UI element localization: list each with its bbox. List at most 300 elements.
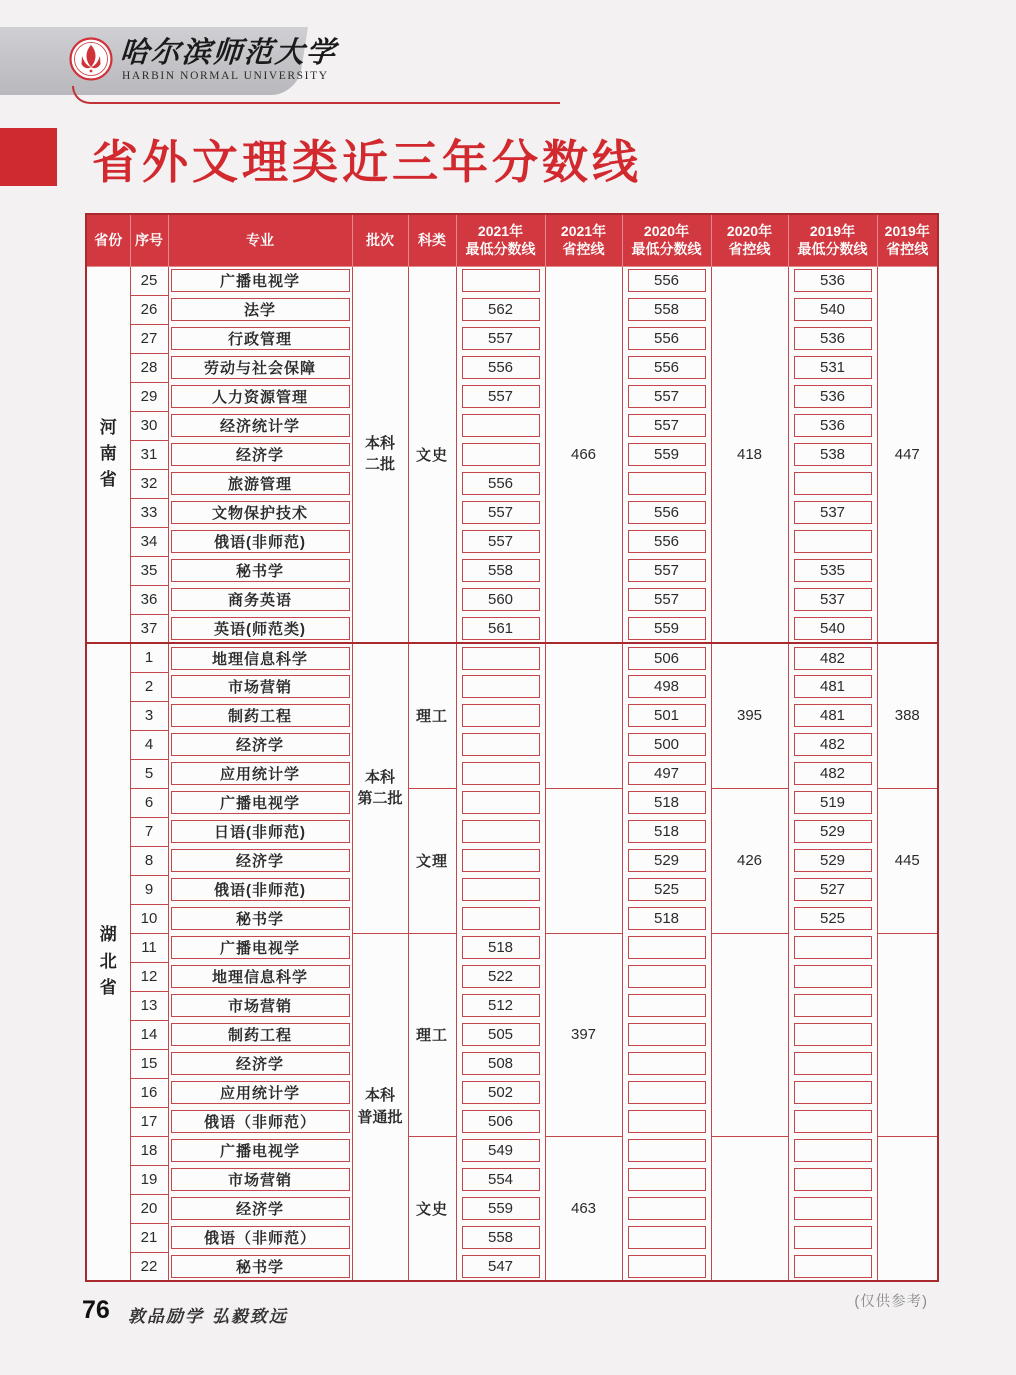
score-2021-min bbox=[456, 643, 545, 672]
score-2019-min bbox=[788, 266, 877, 295]
major-name-box: 旅游管理 bbox=[171, 472, 350, 495]
major-name bbox=[168, 672, 352, 701]
table-row bbox=[86, 324, 938, 353]
score-2020-min bbox=[622, 440, 711, 469]
score-2019-min bbox=[788, 759, 877, 788]
score-2019-min bbox=[788, 701, 877, 730]
score-2020-min-box: 556 bbox=[628, 269, 706, 292]
major-name-box: 市场营销 bbox=[171, 675, 350, 698]
score-2019-min-box bbox=[794, 1139, 872, 1162]
score-2021-min bbox=[456, 1136, 545, 1165]
control-line-2020: 426 bbox=[711, 788, 788, 933]
major-name bbox=[168, 1107, 352, 1136]
score-2021-min bbox=[456, 1107, 545, 1136]
score-2019-min-box: 481 bbox=[794, 704, 872, 727]
score-2019-min bbox=[788, 469, 877, 498]
score-2019-min bbox=[788, 1078, 877, 1107]
score-2020-min-box: 500 bbox=[628, 733, 706, 756]
row-index: 29 bbox=[130, 382, 168, 411]
major-name-box: 地理信息科学 bbox=[171, 965, 350, 988]
table-row bbox=[86, 991, 938, 1020]
major-name-box: 英语(师范类) bbox=[171, 617, 350, 640]
score-2021-min-box bbox=[462, 762, 540, 785]
university-name-en: HARBIN NORMAL UNIVERSITY bbox=[122, 70, 329, 82]
control-line-2019 bbox=[877, 1136, 938, 1281]
table-row bbox=[86, 904, 938, 933]
row-index: 32 bbox=[130, 469, 168, 498]
table-row bbox=[86, 875, 938, 904]
page-number: 76 bbox=[82, 1296, 110, 1324]
col-header-2021-min: 2021年 最低分数线 bbox=[456, 214, 545, 266]
score-2021-min bbox=[456, 1194, 545, 1223]
control-line-2020 bbox=[711, 933, 788, 1136]
major-name-box: 市场营销 bbox=[171, 1168, 350, 1191]
score-2021-min-box bbox=[462, 878, 540, 901]
score-2019-min-box: 529 bbox=[794, 849, 872, 872]
major-name bbox=[168, 1223, 352, 1252]
major-name bbox=[168, 469, 352, 498]
major-name-box: 秘书学 bbox=[171, 559, 350, 582]
score-2020-min bbox=[622, 1252, 711, 1281]
score-2021-min bbox=[456, 991, 545, 1020]
major-name-box: 人力资源管理 bbox=[171, 385, 350, 408]
score-2021-min bbox=[456, 411, 545, 440]
score-2021-min-box: 506 bbox=[462, 1110, 540, 1133]
score-2019-min bbox=[788, 1223, 877, 1252]
score-2021-min-box: 505 bbox=[462, 1023, 540, 1046]
category-label: 文史 bbox=[408, 266, 456, 643]
major-name bbox=[168, 846, 352, 875]
score-2020-min-box bbox=[628, 1139, 706, 1162]
control-line-2020: 395 bbox=[711, 643, 788, 788]
score-2020-min-box bbox=[628, 1255, 706, 1278]
score-2021-min bbox=[456, 614, 545, 643]
major-name-box: 俄语（非师范） bbox=[171, 1110, 350, 1133]
score-table-body bbox=[86, 266, 938, 1281]
score-2019-min-box bbox=[794, 936, 872, 959]
score-2019-min-box: 537 bbox=[794, 588, 872, 611]
major-name bbox=[168, 1020, 352, 1049]
score-2021-min-box: 518 bbox=[462, 936, 540, 959]
col-header-major: 专业 bbox=[168, 214, 352, 266]
score-2021-min bbox=[456, 1078, 545, 1107]
major-name-box: 经济学 bbox=[171, 849, 350, 872]
score-2021-min bbox=[456, 788, 545, 817]
major-name-box: 俄语（非师范） bbox=[171, 1226, 350, 1249]
score-2019-min bbox=[788, 817, 877, 846]
col-header-category: 科类 bbox=[408, 214, 456, 266]
score-2020-min bbox=[622, 498, 711, 527]
score-2020-min bbox=[622, 933, 711, 962]
major-name-box: 经济学 bbox=[171, 1052, 350, 1075]
score-2021-min-box bbox=[462, 443, 540, 466]
control-line-2021: 397 bbox=[545, 933, 622, 1136]
score-2019-min-box: 482 bbox=[794, 647, 872, 670]
score-2020-min-box: 557 bbox=[628, 559, 706, 582]
score-2021-min-box: 562 bbox=[462, 298, 540, 321]
score-2020-min-box bbox=[628, 1226, 706, 1249]
score-2021-min bbox=[456, 1020, 545, 1049]
row-index: 14 bbox=[130, 1020, 168, 1049]
major-name bbox=[168, 759, 352, 788]
row-index: 33 bbox=[130, 498, 168, 527]
col-header-2020-min: 2020年 最低分数线 bbox=[622, 214, 711, 266]
university-logo-icon bbox=[68, 36, 114, 82]
score-2020-min bbox=[622, 904, 711, 933]
score-2019-min bbox=[788, 1020, 877, 1049]
category-label: 理工 bbox=[408, 643, 456, 788]
score-2020-min-box: 501 bbox=[628, 704, 706, 727]
major-name-box: 文物保护技术 bbox=[171, 501, 350, 524]
reference-note: (仅供参考) bbox=[854, 1294, 928, 1310]
score-2021-min-box: 554 bbox=[462, 1168, 540, 1191]
score-2020-min bbox=[622, 469, 711, 498]
score-2020-min bbox=[622, 991, 711, 1020]
score-2020-min bbox=[622, 382, 711, 411]
major-name bbox=[168, 353, 352, 382]
major-name bbox=[168, 382, 352, 411]
major-name-box: 劳动与社会保障 bbox=[171, 356, 350, 379]
score-2019-min bbox=[788, 295, 877, 324]
score-2021-min-box: 561 bbox=[462, 617, 540, 640]
table-row bbox=[86, 1194, 938, 1223]
row-index: 21 bbox=[130, 1223, 168, 1252]
major-name bbox=[168, 527, 352, 556]
major-name bbox=[168, 1194, 352, 1223]
score-2021-min-box bbox=[462, 704, 540, 727]
score-2021-min bbox=[456, 962, 545, 991]
score-2019-min-box: 536 bbox=[794, 385, 872, 408]
major-name bbox=[168, 730, 352, 759]
major-name bbox=[168, 643, 352, 672]
row-index: 4 bbox=[130, 730, 168, 759]
score-2019-min-box: 519 bbox=[794, 791, 872, 814]
score-2019-min bbox=[788, 788, 877, 817]
table-row bbox=[86, 353, 938, 382]
score-2021-min bbox=[456, 498, 545, 527]
col-header-batch: 批次 bbox=[352, 214, 408, 266]
major-name bbox=[168, 1078, 352, 1107]
row-index: 1 bbox=[130, 643, 168, 672]
table-row bbox=[86, 962, 938, 991]
major-name-box: 制药工程 bbox=[171, 1023, 350, 1046]
control-line-2020 bbox=[711, 1136, 788, 1281]
score-2019-min-box: 540 bbox=[794, 617, 872, 640]
page-title: 省外文理类近三年分数线 bbox=[92, 136, 642, 188]
row-index: 25 bbox=[130, 266, 168, 295]
score-2021-min bbox=[456, 324, 545, 353]
score-2021-min bbox=[456, 1049, 545, 1078]
score-2020-min-box: 559 bbox=[628, 443, 706, 466]
score-2021-min bbox=[456, 1252, 545, 1281]
major-name-box: 广播电视学 bbox=[171, 1139, 350, 1162]
row-index: 3 bbox=[130, 701, 168, 730]
table-row bbox=[86, 469, 938, 498]
score-2020-min bbox=[622, 1223, 711, 1252]
score-2019-min bbox=[788, 382, 877, 411]
score-2020-min-box bbox=[628, 1110, 706, 1133]
major-name bbox=[168, 933, 352, 962]
score-2019-min bbox=[788, 440, 877, 469]
row-index: 37 bbox=[130, 614, 168, 643]
major-name-box: 市场营销 bbox=[171, 994, 350, 1017]
score-2020-min bbox=[622, 585, 711, 614]
score-2020-min bbox=[622, 1049, 711, 1078]
major-name-box: 广播电视学 bbox=[171, 791, 350, 814]
score-2021-min bbox=[456, 933, 545, 962]
score-2019-min-box bbox=[794, 994, 872, 1017]
table-row bbox=[86, 585, 938, 614]
table-row bbox=[86, 1252, 938, 1281]
score-2019-min bbox=[788, 643, 877, 672]
score-2019-min bbox=[788, 730, 877, 759]
score-2019-min bbox=[788, 614, 877, 643]
score-2020-min bbox=[622, 1136, 711, 1165]
score-2021-min-box bbox=[462, 414, 540, 437]
score-2020-min bbox=[622, 324, 711, 353]
score-2019-min-box: 538 bbox=[794, 443, 872, 466]
major-name bbox=[168, 266, 352, 295]
major-name-box: 经济统计学 bbox=[171, 414, 350, 437]
score-2019-min bbox=[788, 1049, 877, 1078]
row-index: 18 bbox=[130, 1136, 168, 1165]
score-2019-min bbox=[788, 1252, 877, 1281]
major-name bbox=[168, 1049, 352, 1078]
score-2020-min-box bbox=[628, 936, 706, 959]
score-2020-min bbox=[622, 1020, 711, 1049]
score-2020-min bbox=[622, 614, 711, 643]
score-2021-min bbox=[456, 672, 545, 701]
control-line-2021 bbox=[545, 788, 622, 933]
major-name bbox=[168, 295, 352, 324]
major-name bbox=[168, 585, 352, 614]
major-name-box: 应用统计学 bbox=[171, 762, 350, 785]
table-row bbox=[86, 788, 938, 817]
category-label: 文理 bbox=[408, 788, 456, 933]
major-name-box: 秘书学 bbox=[171, 907, 350, 930]
row-index: 6 bbox=[130, 788, 168, 817]
score-2020-min-box: 558 bbox=[628, 298, 706, 321]
control-line-2020: 418 bbox=[711, 266, 788, 643]
table-row bbox=[86, 672, 938, 701]
col-header-2019-min: 2019年 最低分数线 bbox=[788, 214, 877, 266]
score-2020-min-box bbox=[628, 1052, 706, 1075]
province-label: 河 南 省 bbox=[86, 266, 130, 643]
school-motto: 敦品励学 弘毅致远 bbox=[128, 1307, 288, 1327]
score-2020-min-box bbox=[628, 965, 706, 988]
score-2019-min bbox=[788, 962, 877, 991]
table-row bbox=[86, 440, 938, 469]
col-header-2020-ctrl: 2020年 省控线 bbox=[711, 214, 788, 266]
score-2019-min-box: 537 bbox=[794, 501, 872, 524]
major-name-box: 广播电视学 bbox=[171, 936, 350, 959]
score-2021-min-box: 558 bbox=[462, 559, 540, 582]
score-2019-min-box bbox=[794, 1023, 872, 1046]
score-2019-min-box: 536 bbox=[794, 269, 872, 292]
category-label: 文史 bbox=[408, 1136, 456, 1281]
score-2019-min-box: 481 bbox=[794, 675, 872, 698]
control-line-2019: 445 bbox=[877, 788, 938, 933]
score-2021-min bbox=[456, 817, 545, 846]
score-2020-min bbox=[622, 1165, 711, 1194]
score-2019-min bbox=[788, 1107, 877, 1136]
table-row bbox=[86, 1136, 938, 1165]
major-name bbox=[168, 1136, 352, 1165]
score-2021-min-box: 558 bbox=[462, 1226, 540, 1249]
control-line-2019: 447 bbox=[877, 266, 938, 643]
score-2021-min-box bbox=[462, 675, 540, 698]
row-index: 13 bbox=[130, 991, 168, 1020]
score-2021-min-box bbox=[462, 849, 540, 872]
table-row bbox=[86, 266, 938, 295]
score-2021-min bbox=[456, 469, 545, 498]
score-2021-min-box: 547 bbox=[462, 1255, 540, 1278]
score-2020-min bbox=[622, 788, 711, 817]
score-2021-min-box: 557 bbox=[462, 327, 540, 350]
major-name bbox=[168, 440, 352, 469]
score-2020-min-box: 518 bbox=[628, 820, 706, 843]
table-row bbox=[86, 527, 938, 556]
score-2020-min bbox=[622, 353, 711, 382]
score-2021-min-box: 557 bbox=[462, 385, 540, 408]
major-name-box: 地理信息科学 bbox=[171, 647, 350, 670]
score-2019-min bbox=[788, 1194, 877, 1223]
table-row bbox=[86, 1078, 938, 1107]
score-2021-min-box: 557 bbox=[462, 501, 540, 524]
score-2020-min bbox=[622, 411, 711, 440]
score-2019-min bbox=[788, 324, 877, 353]
table-row bbox=[86, 382, 938, 411]
score-2021-min bbox=[456, 266, 545, 295]
score-2019-min bbox=[788, 498, 877, 527]
control-line-2019 bbox=[877, 933, 938, 1136]
row-index: 12 bbox=[130, 962, 168, 991]
score-2019-min-box: 531 bbox=[794, 356, 872, 379]
university-name-cn: 哈尔滨师范大学 bbox=[118, 35, 339, 69]
row-index: 31 bbox=[130, 440, 168, 469]
major-name bbox=[168, 1252, 352, 1281]
score-2019-min bbox=[788, 1136, 877, 1165]
score-2019-min bbox=[788, 411, 877, 440]
major-name-box: 商务英语 bbox=[171, 588, 350, 611]
score-2020-min-box bbox=[628, 1197, 706, 1220]
table-row bbox=[86, 556, 938, 585]
score-2019-min-box: 535 bbox=[794, 559, 872, 582]
score-2021-min-box bbox=[462, 733, 540, 756]
score-2019-min-box: 482 bbox=[794, 762, 872, 785]
score-2021-min-box bbox=[462, 791, 540, 814]
score-2019-min-box bbox=[794, 1081, 872, 1104]
major-name-box: 经济学 bbox=[171, 1197, 350, 1220]
score-2020-min bbox=[622, 266, 711, 295]
score-2019-min bbox=[788, 875, 877, 904]
row-index: 34 bbox=[130, 527, 168, 556]
score-2021-min bbox=[456, 701, 545, 730]
control-line-2019: 388 bbox=[877, 643, 938, 788]
decorative-curve-line bbox=[72, 86, 560, 104]
table-row bbox=[86, 759, 938, 788]
major-name bbox=[168, 788, 352, 817]
score-2019-min bbox=[788, 991, 877, 1020]
table-row bbox=[86, 1223, 938, 1252]
score-2020-min-box: 529 bbox=[628, 849, 706, 872]
score-2021-min bbox=[456, 875, 545, 904]
score-2021-min-box: 559 bbox=[462, 1197, 540, 1220]
score-2020-min-box: 518 bbox=[628, 907, 706, 930]
score-2019-min bbox=[788, 672, 877, 701]
score-2020-min bbox=[622, 875, 711, 904]
major-name-box: 经济学 bbox=[171, 443, 350, 466]
score-2020-min bbox=[622, 759, 711, 788]
major-name bbox=[168, 556, 352, 585]
score-2020-min-box: 506 bbox=[628, 647, 706, 670]
score-2021-min bbox=[456, 730, 545, 759]
category-label: 理工 bbox=[408, 933, 456, 1136]
table-row bbox=[86, 1049, 938, 1078]
score-2021-min-box: 549 bbox=[462, 1139, 540, 1162]
batch-label: 本科 二批 bbox=[352, 266, 408, 643]
score-2020-min-box: 556 bbox=[628, 530, 706, 553]
score-2021-min bbox=[456, 846, 545, 875]
major-name-box: 应用统计学 bbox=[171, 1081, 350, 1104]
table-row bbox=[86, 643, 938, 672]
table-row bbox=[86, 295, 938, 324]
score-2019-min-box: 482 bbox=[794, 733, 872, 756]
score-2020-min-box bbox=[628, 1081, 706, 1104]
score-2020-min-box: 497 bbox=[628, 762, 706, 785]
row-index: 17 bbox=[130, 1107, 168, 1136]
major-name bbox=[168, 1165, 352, 1194]
score-2019-min-box: 529 bbox=[794, 820, 872, 843]
score-2019-min-box bbox=[794, 965, 872, 988]
row-index: 7 bbox=[130, 817, 168, 846]
score-2020-min bbox=[622, 846, 711, 875]
col-header-2021-ctrl: 2021年 省控线 bbox=[545, 214, 622, 266]
score-2019-min-box bbox=[794, 1197, 872, 1220]
score-2020-min bbox=[622, 527, 711, 556]
major-name-box: 广播电视学 bbox=[171, 269, 350, 292]
score-2019-min-box bbox=[794, 1226, 872, 1249]
score-2019-min bbox=[788, 353, 877, 382]
row-index: 11 bbox=[130, 933, 168, 962]
table-row bbox=[86, 1020, 938, 1049]
score-2021-min bbox=[456, 556, 545, 585]
score-2021-min-box: 557 bbox=[462, 530, 540, 553]
score-2019-min-box bbox=[794, 1052, 872, 1075]
major-name bbox=[168, 701, 352, 730]
score-2019-min-box bbox=[794, 530, 872, 553]
score-2020-min-box: 518 bbox=[628, 791, 706, 814]
table-row bbox=[86, 498, 938, 527]
table-row bbox=[86, 817, 938, 846]
row-index: 36 bbox=[130, 585, 168, 614]
score-2020-min-box: 498 bbox=[628, 675, 706, 698]
score-2020-min-box: 557 bbox=[628, 588, 706, 611]
col-header-province: 省份 bbox=[86, 214, 130, 266]
score-2021-min bbox=[456, 1223, 545, 1252]
control-line-2021 bbox=[545, 643, 622, 788]
score-2020-min bbox=[622, 730, 711, 759]
score-2019-min-box bbox=[794, 1168, 872, 1191]
table-row bbox=[86, 933, 938, 962]
score-2020-min-box bbox=[628, 472, 706, 495]
score-2020-min bbox=[622, 672, 711, 701]
table-row bbox=[86, 1165, 938, 1194]
score-2019-min-box bbox=[794, 1110, 872, 1133]
score-2020-min bbox=[622, 1194, 711, 1223]
batch-label: 本科 第二批 bbox=[352, 643, 408, 933]
major-name bbox=[168, 614, 352, 643]
